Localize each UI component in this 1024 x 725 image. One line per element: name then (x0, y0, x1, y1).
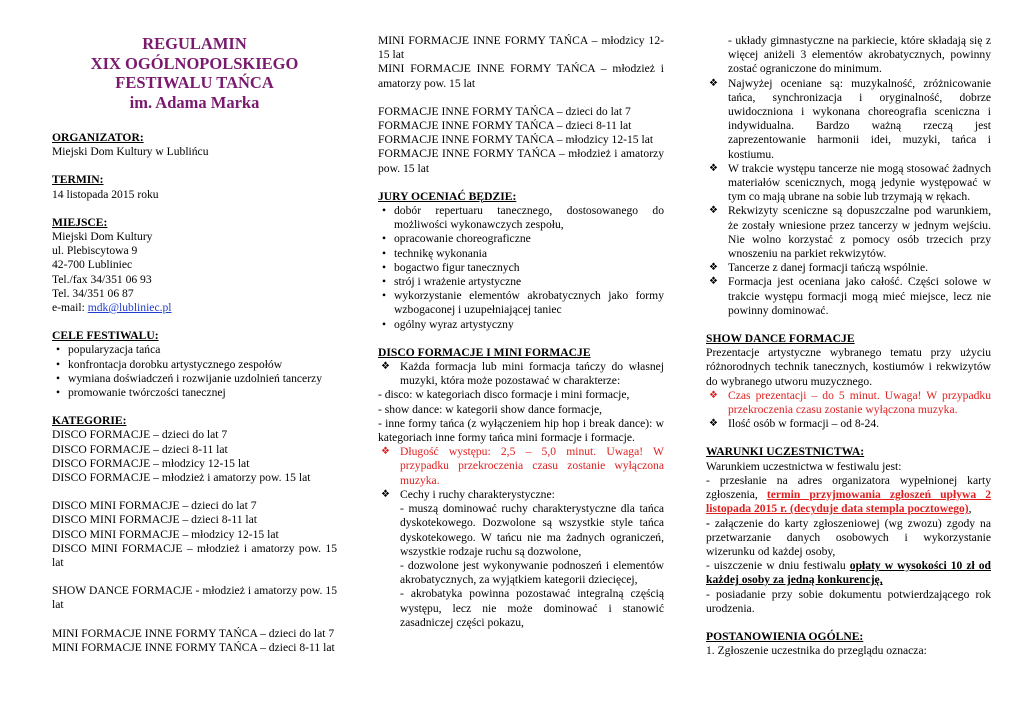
list-item: ❖ W trakcie występu tancerze nie mogą stosować żadnych materiałów scenicznych, mogą jedynie występować w tym co mają ubrane na sobie lub trzymają w rękach. (706, 162, 991, 205)
category-line: FORMACJE INNE FORMY TAŃCA – dzieci 8-11 lat (378, 119, 632, 133)
email-line (52, 301, 337, 315)
category-line: DISCO MINI FORMACJE – młodzież i amatorzy pow. 15 lat (52, 541, 337, 570)
conditions-heading: WARUNKI UCZESTNICTWA: (706, 445, 865, 459)
show-intro: Prezentacje artystyczne wybranego tematu przy użyciu różnorodnych technik tanecznych, kostiumów i rekwizytów do wybranego utworu muzycznego. (706, 346, 991, 388)
list-item: ❖ Ilość osób w formacji – od 8-24. (706, 417, 991, 431)
condition-text: załączenie do karty zgłoszeniowej (wg zwozu) zgody na przetwarzanie danych osobowych i wykorzystanie wizerunku od każdej osoby, (706, 516, 991, 558)
goals-heading: CELE FESTIWALU: (52, 329, 159, 343)
disco-heading: DISCO FORMACJE I MINI FORMACJE (378, 345, 591, 359)
disco-list (378, 360, 664, 388)
place-line: Miejski Dom Kultury (52, 230, 153, 244)
column-right (706, 34, 991, 658)
category-line: MINI FORMACJE INNE FORMY TAŃCA – młodzież i amatorzy pow. 15 lat (378, 62, 664, 90)
list-item: ❖ Rekwizyty sceniczne są dopuszczalne pod warunkiem, że zostały wniesione przez tancerzy w jednym wejściu. Nie wolno korzystać z pomocy osób trzecich przy wnoszeniu na parkiet rekwizytów. (706, 204, 991, 261)
category-line: DISCO MINI FORMACJE – dzieci do lat 7 (52, 499, 257, 513)
jury-heading: JURY OCENIAĆ BĘDZIE: (378, 189, 517, 203)
category-line: DISCO FORMACJE – młodzież i amatorzy pow. 15 lat (52, 471, 311, 485)
condition-text: , (968, 502, 972, 516)
disco-type: - disco: w kategoriach disco formacje i mini formacje, (378, 388, 630, 402)
list-item: ❖ Cechy i ruchy charakterystyczne: (378, 488, 664, 502)
title-line-2: XIX OGÓLNOPOLSKIEGO (90, 53, 299, 73)
list-item: • ogólny wyraz artystyczny (378, 318, 664, 332)
category-line: DISCO MINI FORMACJE – młodzicy 12-15 lat (52, 527, 279, 541)
title-line-4: im. Adama Marka (129, 92, 260, 112)
deadline-text: termin przyjmowania zgłoszeń upływa 2 listopada 2015 r. (decyduje data stempla pocztowego) (706, 488, 991, 516)
list-item: ❖ Tancerze z danej formacji tańczą wspólnie. (706, 261, 991, 275)
list-item: ❖ Każda formacja lub mini formacja tańczy do własnej muzyki, która może pozostawać w charakterze: (378, 360, 664, 388)
list-item: • strój i wrażenie artystyczne (378, 275, 664, 289)
list-item: • konfrontacja dorobku artystycznego zespołów (52, 358, 337, 372)
place-line: Tel./fax 34/351 06 93 (52, 272, 152, 286)
email-link[interactable]: mdk@lubliniec.pl (87, 301, 172, 315)
category-line: DISCO FORMACJE – dzieci do lat 7 (52, 428, 228, 442)
show-time-list (706, 389, 991, 417)
duration-list (378, 445, 664, 488)
list-item: • bogactwo figur tanecznych (378, 261, 664, 275)
show-dancers-list (706, 417, 991, 431)
condition-item (706, 559, 991, 587)
trait-item: - akrobatyka powinna pozostawać integralną częścią występu, lecz nie może dominować i stanowić zasadniczej części pokazu, (400, 587, 664, 629)
jury-list (378, 204, 664, 332)
time-warning: Uwaga! W przypadku przekroczenia czasu zostanie wyłączona muzyka. (728, 388, 991, 417)
category-line: MINI FORMACJE INNE FORMY TAŃCA – młodzicy 12-15 lat (378, 34, 664, 62)
organizer-text: Miejski Dom Kultury w Lublińcu (52, 145, 209, 159)
category-line: DISCO MINI FORMACJE – dzieci 8-11 lat (52, 513, 258, 527)
category-line: SHOW DANCE FORMACJE - młodzież i amatorzy pow. 15 lat (52, 584, 337, 612)
category-line: DISCO FORMACJE – dzieci 8-11 lat (52, 442, 228, 456)
rules-list (706, 77, 991, 318)
fee-text: opłaty w wysokości 10 zł od każdej osoby za jedną konkurencję, (706, 559, 991, 587)
term-text: 14 listopada 2015 roku (52, 187, 159, 201)
trait-item: - dozwolone jest wykonywanie podnoszeń i elementów akrobatycznych, za wyjątkiem kategorii dziecięcej, (400, 558, 664, 587)
category-line: MINI FORMACJE INNE FORMY TAŃCA – dzieci do lat 7 (52, 626, 335, 640)
general-item: 1. Zgłoszenie uczestnika do przeglądu oznacza: (706, 644, 927, 658)
disco-type: - show dance: w kategorii show dance formacje, (378, 402, 603, 416)
list-item (706, 389, 991, 417)
place-line: Tel. 34/351 06 87 (52, 286, 134, 300)
column-middle (378, 34, 664, 630)
disco-type: - inne formy tańca (z wyłączeniem hip hop i break dance): w kategoriach inne formy tańca mini formacje i formacje. (378, 416, 664, 445)
place-heading: MIEJSCE: (52, 215, 108, 229)
category-line: FORMACJE INNE FORMY TAŃCA – dzieci do lat 7 (378, 104, 631, 118)
list-item: • promowanie twórczości tanecznej (52, 386, 337, 400)
place-line: ul. Plebiscytowa 9 (52, 244, 138, 258)
list-item: • wymiana doświadczeń i rozwijanie uzdolnień tancerzy (52, 372, 337, 386)
column-left (52, 34, 337, 655)
condition-item (706, 474, 991, 517)
list-item: ❖ Formacja jest oceniana jako całość. Części solowe w trakcie występu formacji mogą mieć miejsce, lecz nie powinny dominować. (706, 275, 991, 318)
place-line: 42-700 Lubliniec (52, 258, 133, 272)
duration-text: Długość występu: 2,5 – 5,0 minut. (400, 445, 607, 459)
list-item (378, 445, 664, 488)
list-item: • popularyzacja tańca (52, 343, 337, 357)
title-line-1: REGULAMIN (142, 34, 247, 53)
list-item: • wykorzystanie elementów akrobatycznych jako formy wzbogaconej i uzupełniającej taniec (378, 289, 664, 317)
trait-item: - muszą dominować ruchy charakterystyczne dla tańca dyskotekowego. Dozwolone są wszystkie style tańca dyskotekowego. W tańcu nie ma żadnych ograniczeń, wszystkie rodzaje ruchu są dozwolone, (400, 502, 664, 558)
time-text: Czas prezentacji – do 5 minut. (728, 388, 885, 402)
condition-dash: - (706, 516, 715, 530)
category-line: FORMACJE INNE FORMY TAŃCA – młodzicy 12-15 lat (378, 133, 654, 147)
category-line: FORMACJE INNE FORMY TAŃCA – młodzież i amatorzy pow. 15 lat (378, 147, 664, 175)
general-heading: POSTANOWIENIA OGÓLNE: (706, 629, 864, 643)
condition-item: - posiadanie przy sobie dokumentu potwierdzającego rok urodzenia. (706, 587, 991, 615)
category-line: MINI FORMACJE INNE FORMY TAŃCA – dzieci 8-11 lat (52, 640, 335, 654)
goals-list (52, 343, 337, 400)
email-label: e-mail: (52, 301, 88, 315)
list-item: ❖ Najwyżej oceniane są: muzykalność, zróżnicowanie tańca, synchronizacja i oryginalność, dobrze uwidoczniona i wykonana choreografia sceniczna i indywidualna. Bardzo ważną rzeczą jest zaprezentowanie harmonii idei, muzyki, tańca i kostiumu. (706, 77, 991, 162)
condition-text: - uiszczenie w dniu festiwalu (706, 559, 850, 573)
organizer-heading: ORGANIZATOR: (52, 131, 144, 144)
term-heading: TERMIN: (52, 173, 104, 187)
list-item: • technikę wykonania (378, 247, 664, 261)
show-heading: SHOW DANCE FORMACJE (706, 332, 855, 346)
doc-title (52, 34, 337, 112)
list-item: • dobór repertuaru tanecznego, dostosowanego do możliwości wykonawczych zespołu, (378, 204, 664, 232)
traits-list (378, 488, 664, 502)
conditions-intro: Warunkiem uczestnictwa w festiwalu jest: (706, 459, 902, 473)
categories-heading: KATEGORIE: (52, 414, 127, 428)
trait-item: - układy gimnastyczne na parkiecie, które składają się z więcej aniżeli 3 elementów akrobatycznych, powinny zostać ograniczone do minimum. (728, 34, 991, 76)
category-line: DISCO FORMACJE – młodzicy 12-15 lat (52, 456, 250, 470)
condition-item (706, 517, 991, 560)
title-line-3: FESTIWALU TAŃCA (115, 73, 274, 92)
condition-text: - przesłanie na adres organizatora wypełnionej karty zgłoszenia, (706, 473, 991, 502)
duration-warning: Uwaga! W przypadku przekroczenia czasu zostanie wyłączona muzyka. (400, 445, 664, 487)
list-item: • opracowanie choreograficzne (378, 232, 664, 246)
